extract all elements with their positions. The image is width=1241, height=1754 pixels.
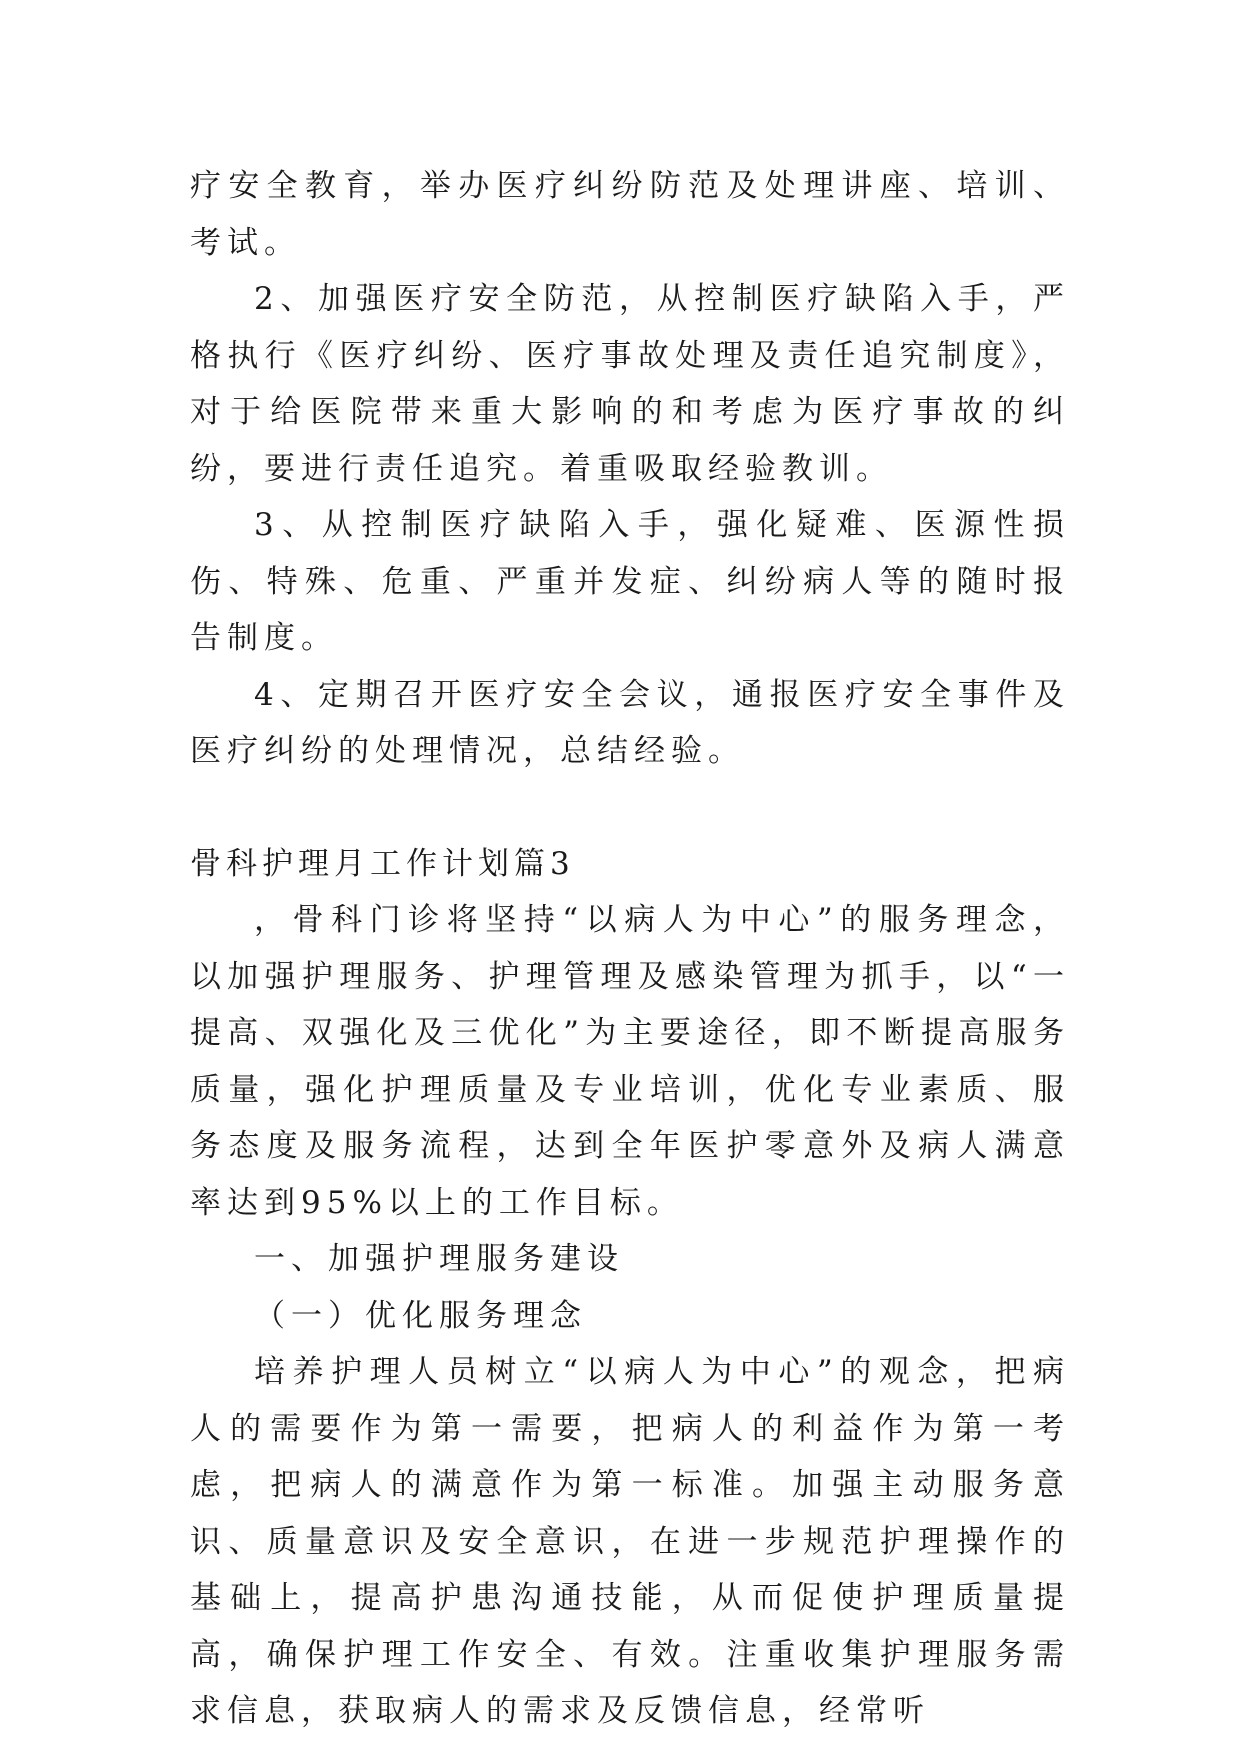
paragraph: ，骨科门诊将坚持“以病人为中心”的服务理念，以加强护理服务、护理管理及感染管理为抓手，以“一提高、双强化及三优化”为主要途径，即不断提高服务质量，强化护理质量及专业培训，优化专业素质、服务态度及服务流程，达到全年医护零意外及病人满意率达到95%以上的工作目标。	[190, 902, 1070, 1221]
section-heading: 一、加强护理服务建设	[254, 1241, 624, 1277]
paragraph: 3、从控制医疗缺陷入手，强化疑难、医源性损伤、特殊、危重、严重并发症、纠纷病人等的随时报告制度。	[190, 507, 1070, 656]
paragraph: 2、加强医疗安全防范，从控制医疗缺陷入手，严格执行《医疗纠纷、医疗事故处理及责任追究制度》，对于给医院带来重大影响的和考虑为医疗事故的纠纷，要进行责任追究。着重吸取经验教训。	[190, 281, 1070, 487]
paragraph: 4、定期召开医疗安全会议，通报医疗安全事件及医疗纠纷的处理情况，总结经验。	[190, 676, 1070, 769]
paragraph: 疗安全教育，举办医疗纠纷防范及处理讲座、培训、考试。	[190, 168, 1070, 261]
paragraph: 培养护理人员树立“以病人为中心”的观念，把病人的需要作为第一需要，把病人的利益作为第一考虑，把病人的满意作为第一标准。加强主动服务意识、质量意识及安全意识，在进一步规范护理操作的基础上，提高护患沟通技能，从而促使护理质量提高，确保护理工作安全、有效。注重收集护理服务需求信息，获取病人的需求及反馈信息，经常听	[190, 1354, 1070, 1729]
document-body	[190, 158, 1070, 1740]
section-title: 骨科护理月工作计划篇3	[190, 845, 575, 882]
subsection-heading: （一）优化服务理念	[254, 1297, 587, 1334]
